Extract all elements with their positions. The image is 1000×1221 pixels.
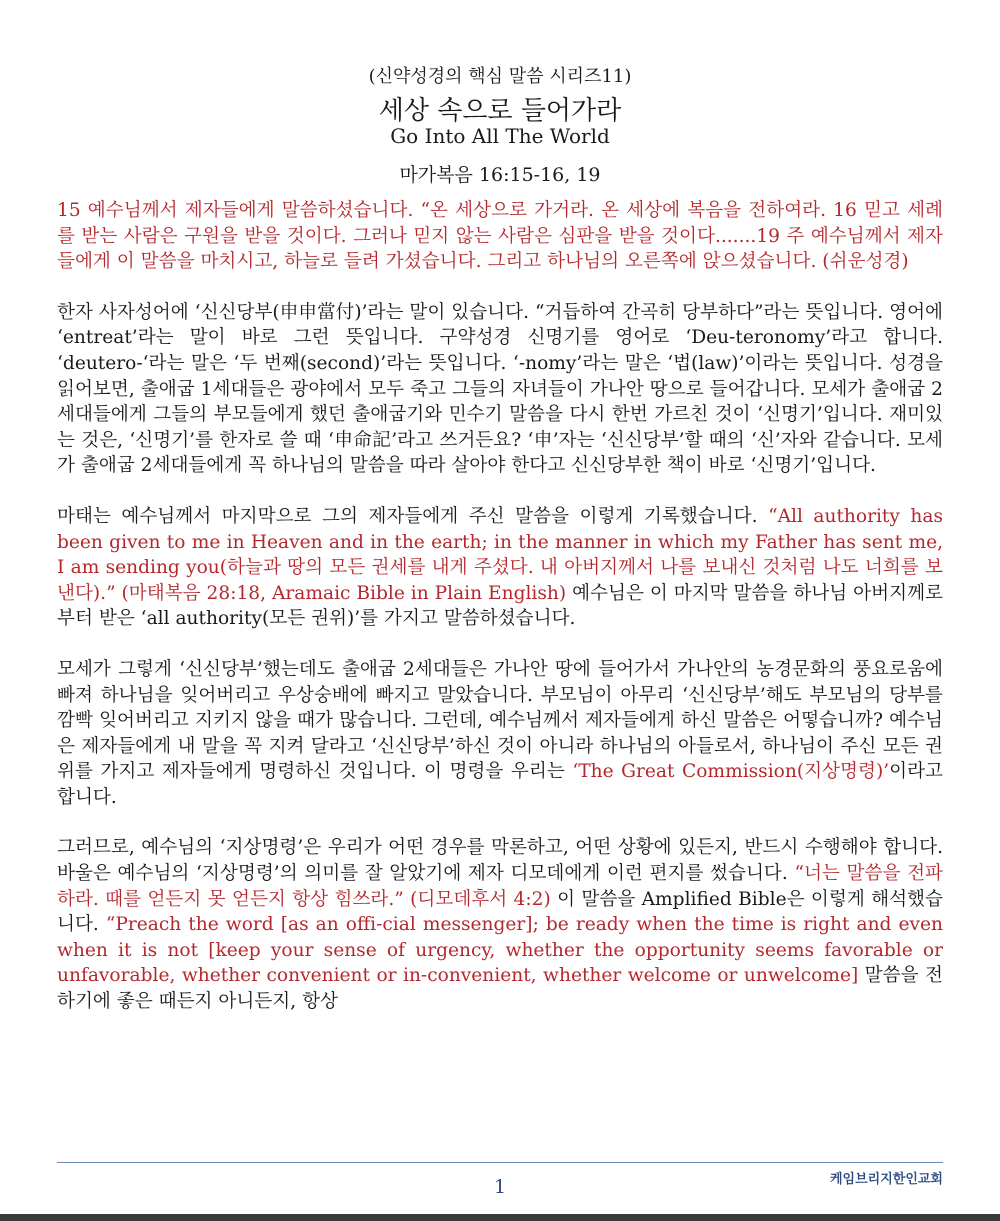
series-label: (신약성경의 핵심 말씀 시리즈11): [368, 66, 632, 87]
amplified-quote: “Preach the word [as an offi-cial messenger]; be ready when the time is right and even when it is not [keep your sense of urgency, whether the opportunity seems favorable or unfavorable, whether convenient or in-convenient, whether welcome or unwelcome]: [57, 914, 943, 987]
paragraph-4-text2: 이 말씀을 Amplified Bible은 이렇게 해석했습니다.: [57, 888, 943, 936]
paragraph-3-text: 모세가 그렇게 ‘신신당부’했는데도 출애굽 2세대들은 가나안 땅에 들어가서 가나안의 농경문화의 풍요로움에 빠져 하나님을 잊어버리고 우상숭배에 빠지고 말았습니다. 부모님이 아무리 ‘신신당부’해도 부모님의 당부를 깜빡 잊어버리고 지키지 않을 때가 많습니다. 그런데, 예수님께서 제자들에게 하신 말씀은 어떻습니까? 예수님은 제자들에게 내 말을 꼭 지켜 달라고 ‘신신당부’하신 것이 아니라 하나님의 아들로서, 하나님이 주신 모든 권위를 가지고 제자들에게 명령하신 것입니다. 이 명령을 우리는: [57, 658, 943, 783]
church-name: 케임브리지한인교회: [829, 1172, 943, 1187]
paragraph-4: [57, 835, 943, 1014]
timothy-quote: “너는 말씀을 전파하라. 때를 얻든지 못 얻든지 항상 힘쓰라.” (디모데후서 4:2): [57, 863, 943, 910]
bottom-bar: [0, 1214, 1000, 1221]
footer-divider: [57, 1162, 943, 1163]
sermon-title: 세상 속으로 들어가라: [378, 96, 622, 126]
paragraph-2: [57, 504, 943, 632]
matthew-quote: “All authority has been given to me in Heaven and in the earth; in the manner in which my Father has sent me, I am sending you(하늘과 땅의 모든 권세를 내게 주셨다. 내 아버지께서 나를 보내신 것처럼 나도 너희를 보낸다).” (마태복음 28:18, Aramaic Bible in Plain English): [57, 505, 943, 604]
sermon-body: [57, 198, 943, 1040]
great-commission-highlight: ‘The Great Commission(지상명령)’: [572, 761, 890, 783]
scripture-passage: 15 예수님께서 제자들에게 말씀하셨습니다. “온 세상으로 가거라. 온 세상에 복음을 전하여라. 16 믿고 세례를 받는 사람은 구원을 받을 것이다. 그러나 믿지 않는 사람은 심판을 받을 것이다.......19 주 예수님께서 제자들에게 이 말씀을 마치시고, 하늘로 들려 가셨습니다. 그리고 하나님의 오른쪽에 앉으셨습니다. (쉬운성경): [57, 200, 943, 273]
paragraph-2-rest: 예수님은 이 마지막 말씀을 하나님 아버지께로부터 받은 ‘all authority(모든 권위)’를 가지고 말씀하셨습니다.: [57, 582, 943, 630]
scripture-reference: 마가복음 16:15-16, 19: [399, 164, 601, 186]
paragraph-3-end: 이라고 합니다.: [57, 761, 944, 808]
page-number: 1: [493, 1176, 507, 1198]
sermon-subtitle: Go Into All The World: [390, 124, 610, 148]
paragraph-2-intro: 마태는 예수님께서 마지막으로 그의 제자들에게 주신 말씀을 이렇게 기록했습니다.: [57, 505, 769, 527]
paragraph-3: [57, 657, 943, 811]
paragraph-4-text1: 그러므로, 예수님의 ‘지상명령’은 우리가 어떤 경우를 막론하고, 어떤 상황에 있든지, 반드시 수행해야 합니다. 바울은 예수님의 ‘지상명령’의 의미를 잘 알았기에 제자 디모데에게 이런 편지를 썼습니다.: [57, 837, 943, 885]
paragraph-1: 한자 사자성어에 ‘신신당부(申申當付)’라는 말이 있습니다. “거듭하여 간곡히 당부하다”라는 뜻입니다. 영어에 ‘entreat’라는 말이 바로 그런 뜻입니다. 구약성경 신명기를 영어로 ‘Deu-teronomy’라고 합니다. ‘deutero-‘라는 말은 ‘두 번째(second)’라는 뜻입니다. ‘-nomy’라는 말은 ‘법(law)’이라는 뜻입니다. 성경을 읽어보면, 출애굽 1세대들은 광야에서 모두 죽고 그들의 자녀들이 가나안 땅으로 들어갑니다. 모세가 출애굽 2세대들에게 그들의 부모들에게 했던 출애굽기와 민수기 말씀을 다시 한번 가르친 것이 ‘신명기’입니다. 재미있는 것은, ‘신명기’를 한자로 쓸 때 ‘申命記’라고 쓰거든요? ‘申’자는 ‘신신당부’할 때의 ‘신’자와 같습니다. 모세가 출애굽 2세대들에게 꼭 하나님의 말씀을 따라 살아야 한다고 신신당부한 책이 바로 ‘신명기’입니다.: [57, 301, 943, 477]
paragraph-4-text3: 말씀을 전하기에 좋은 때든지 아니든지, 항상: [57, 965, 943, 1013]
